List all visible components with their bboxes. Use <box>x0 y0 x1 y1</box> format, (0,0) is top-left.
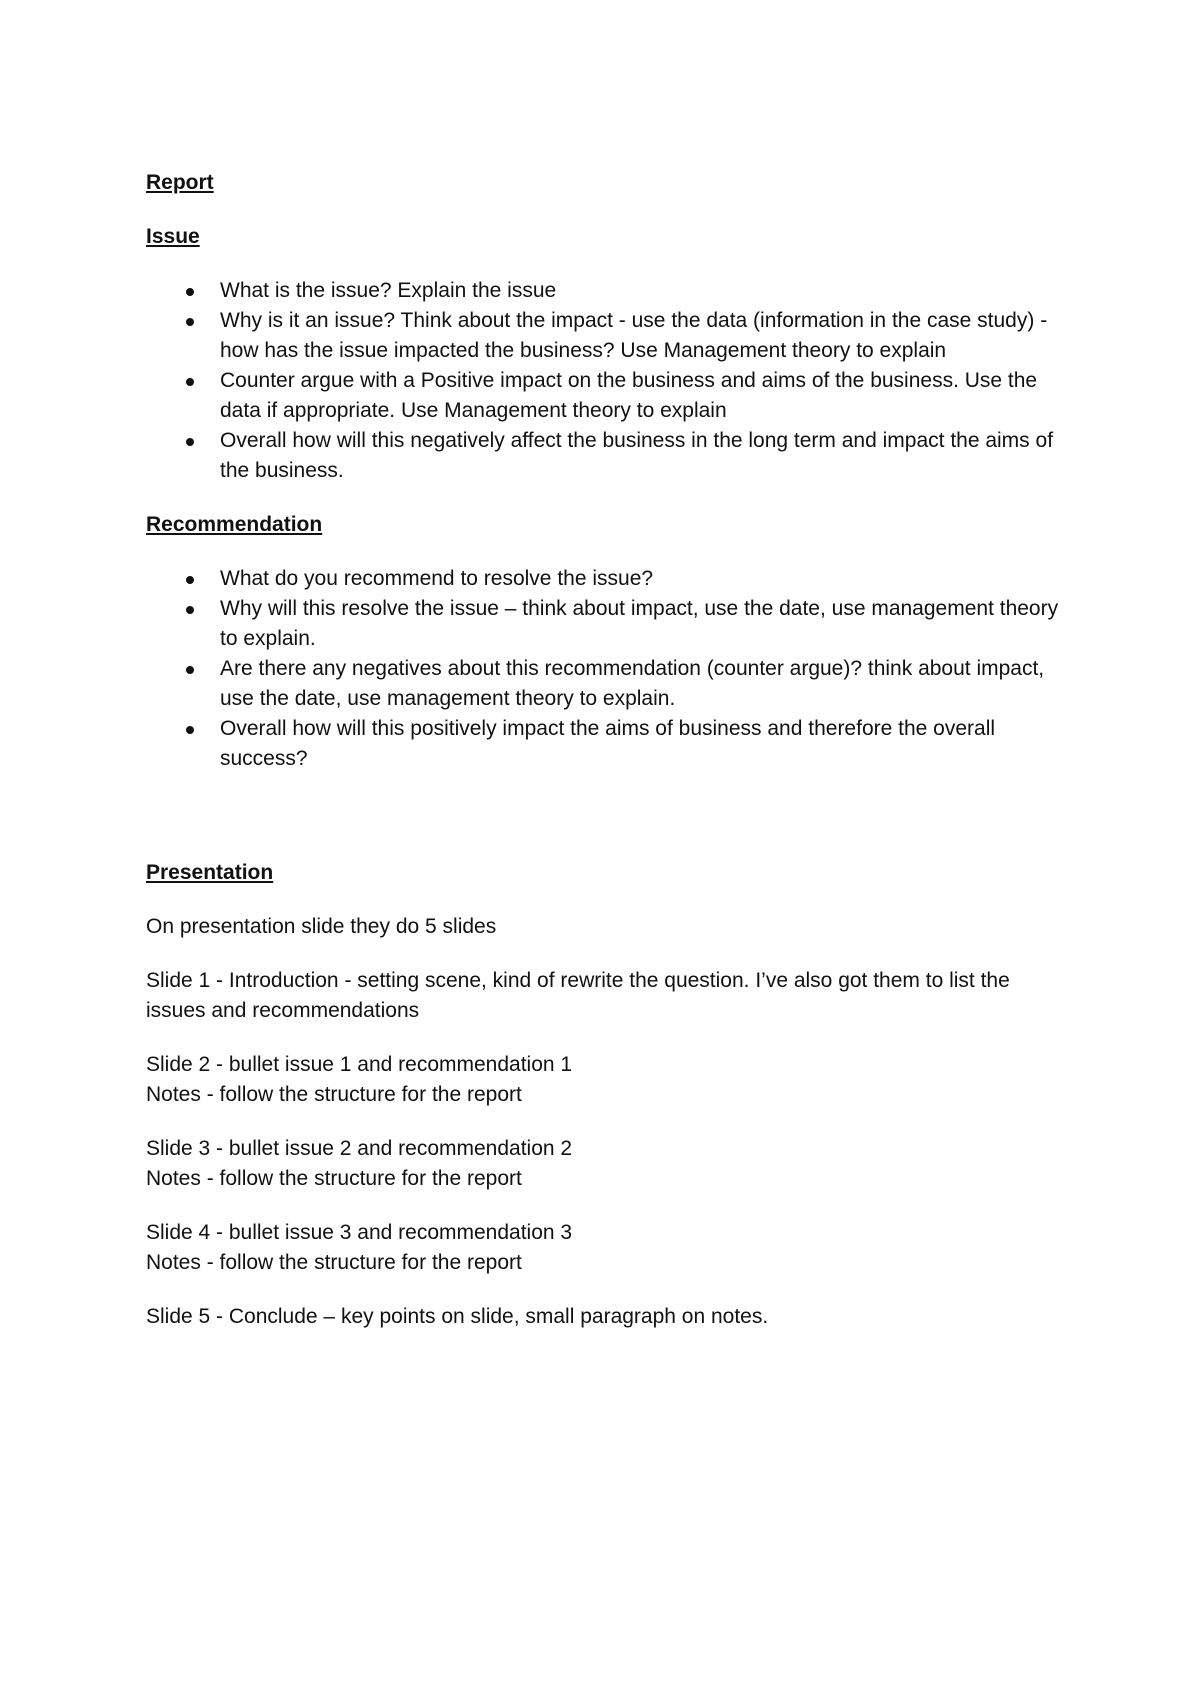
slide-2-notes: Notes - follow the structure for the report <box>146 1083 522 1106</box>
slide-4-notes: Notes - follow the structure for the report <box>146 1251 522 1274</box>
bullet-icon <box>186 666 194 674</box>
recommendation-list <box>146 564 1066 774</box>
recommendation-heading: Recommendation <box>146 513 323 536</box>
slide-3-text: Slide 3 - bullet issue 2 and recommendation 2 <box>146 1137 573 1160</box>
slide-2-block <box>146 1050 1066 1110</box>
slide-3-notes: Notes - follow the structure for the report <box>146 1167 522 1190</box>
slide-2-text: Slide 2 - bullet issue 1 and recommendation 1 <box>146 1053 573 1076</box>
slide-4-text: Slide 4 - bullet issue 3 and recommendation 3 <box>146 1221 573 1244</box>
issue-heading: Issue <box>146 225 200 248</box>
list-item <box>146 366 1066 426</box>
slide-4-block <box>146 1218 1066 1278</box>
list-item-text: What is the issue? Explain the issue <box>220 279 557 302</box>
list-item <box>146 306 1066 366</box>
bullet-icon <box>186 288 194 296</box>
list-item-text: Overall how will this positively impact the aims of business and therefore the overall success? <box>220 717 996 770</box>
bullet-icon <box>186 606 194 614</box>
report-heading: Report <box>146 171 214 194</box>
bullet-icon <box>186 726 194 734</box>
slide-5-text: Slide 5 - Conclude – key points on slide, small paragraph on notes. <box>146 1305 769 1328</box>
document-content <box>146 168 1066 1356</box>
list-item <box>146 654 1066 714</box>
bullet-icon <box>186 576 194 584</box>
slide-3-block <box>146 1134 1066 1194</box>
list-item <box>146 426 1066 486</box>
presentation-heading: Presentation <box>146 861 274 884</box>
slide-1-text: Slide 1 - Introduction - setting scene, kind of rewrite the question. I’ve also got them to list the issues and recommendations <box>146 969 1010 1022</box>
list-item-text: Why is it an issue? Think about the impact - use the data (information in the case study) - how has the issue impacted the business? Use Management theory to explain <box>220 309 1048 362</box>
section-spacer <box>146 798 1066 858</box>
list-item-text: Why will this resolve the issue – think about impact, use the date, use management theory to explain. <box>220 597 1059 650</box>
list-item-text: Counter argue with a Positive impact on the business and aims of the business. Use the data if appropriate. Use Management theory to explain <box>220 369 1038 422</box>
bullet-icon <box>186 318 194 326</box>
list-item <box>146 564 1066 594</box>
bullet-icon <box>186 438 194 446</box>
presentation-intro: On presentation slide they do 5 slides <box>146 915 497 938</box>
list-item <box>146 714 1066 774</box>
list-item <box>146 594 1066 654</box>
list-item <box>146 276 1066 306</box>
bullet-icon <box>186 378 194 386</box>
issue-list <box>146 276 1066 486</box>
list-item-text: Are there any negatives about this recommendation (counter argue)? think about impact, use the date, use management theory to explain. <box>220 657 1045 710</box>
list-item-text: What do you recommend to resolve the issue? <box>220 567 654 590</box>
list-item-text: Overall how will this negatively affect the business in the long term and impact the aims of the business. <box>220 429 1054 482</box>
